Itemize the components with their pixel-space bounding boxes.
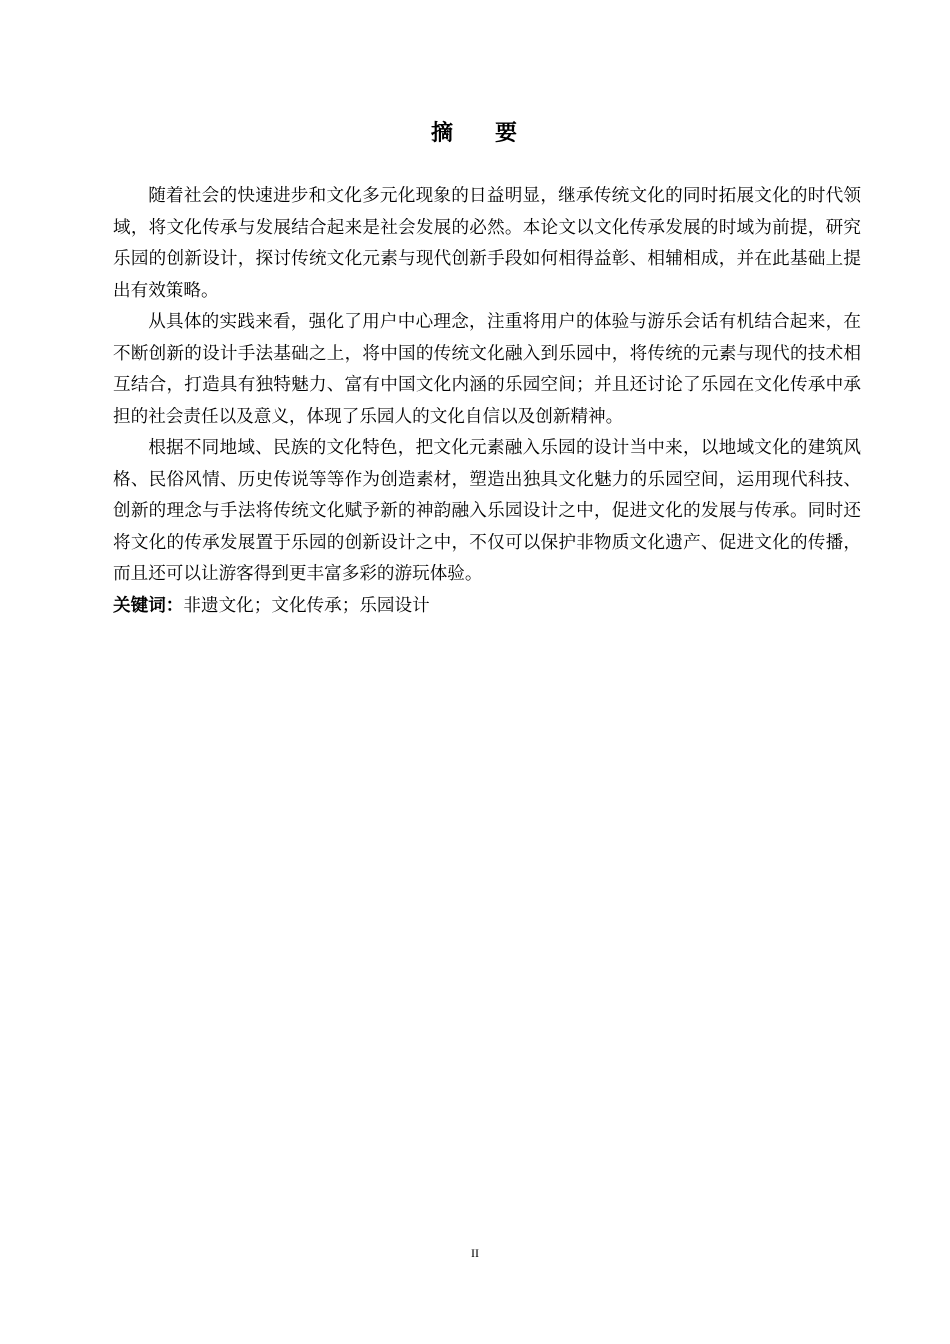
abstract-paragraph-1: 随着社会的快速进步和文化多元化现象的日益明显，继承传统文化的同时拓展文化的时代领域，将文化传承与发展结合起来是社会发展的必然。本论文以文化传承发展的时域为前提，研究乐园的创新设计，探讨传统文化元素与现代创新手段如何相得益彰、相辅相成，并在此基础上提出有效策略。 <box>113 186 861 301</box>
abstract-paragraph-2: 从具体的实践来看，强化了用户中心理念，注重将用户的体验与游乐会话有机结合起来，在不断创新的设计手法基础之上，将中国的传统文化融入到乐园中，将传统的元素与现代的技术相互结合，打造具有独特魅力、富有中国文化内涵的乐园空间；并且还讨论了乐园在文化传承中承担的社会责任以及意义，体现了乐园人的文化自信以及创新精神。 <box>113 312 861 427</box>
page-number: II <box>471 1246 479 1260</box>
abstract-title <box>0 116 950 147</box>
keywords-line <box>113 591 861 623</box>
keywords-value: 非遗文化；文化传承；乐园设计 <box>183 595 430 616</box>
abstract-title-char-1: 摘 <box>430 121 455 146</box>
abstract-title-char-2: 要 <box>495 121 520 146</box>
keywords-label: 关键词： <box>113 595 184 616</box>
abstract-body <box>113 181 861 622</box>
abstract-paragraph-3: 根据不同地域、民族的文化特色，把文化元素融入乐园的设计当中来，以地域文化的建筑风格、民俗风情、历史传说等等作为创造素材，塑造出独具文化魅力的乐园空间，运用现代科技、创新的理念与手法将传统文化赋予新的神韵融入乐园设计之中，促进文化的发展与传承。同时还将文化的传承发展置于乐园的创新设计之中，不仅可以保护非物质文化遗产、促进文化的传播，而且还可以让游客得到更丰富多彩的游玩体验。 <box>113 438 861 584</box>
